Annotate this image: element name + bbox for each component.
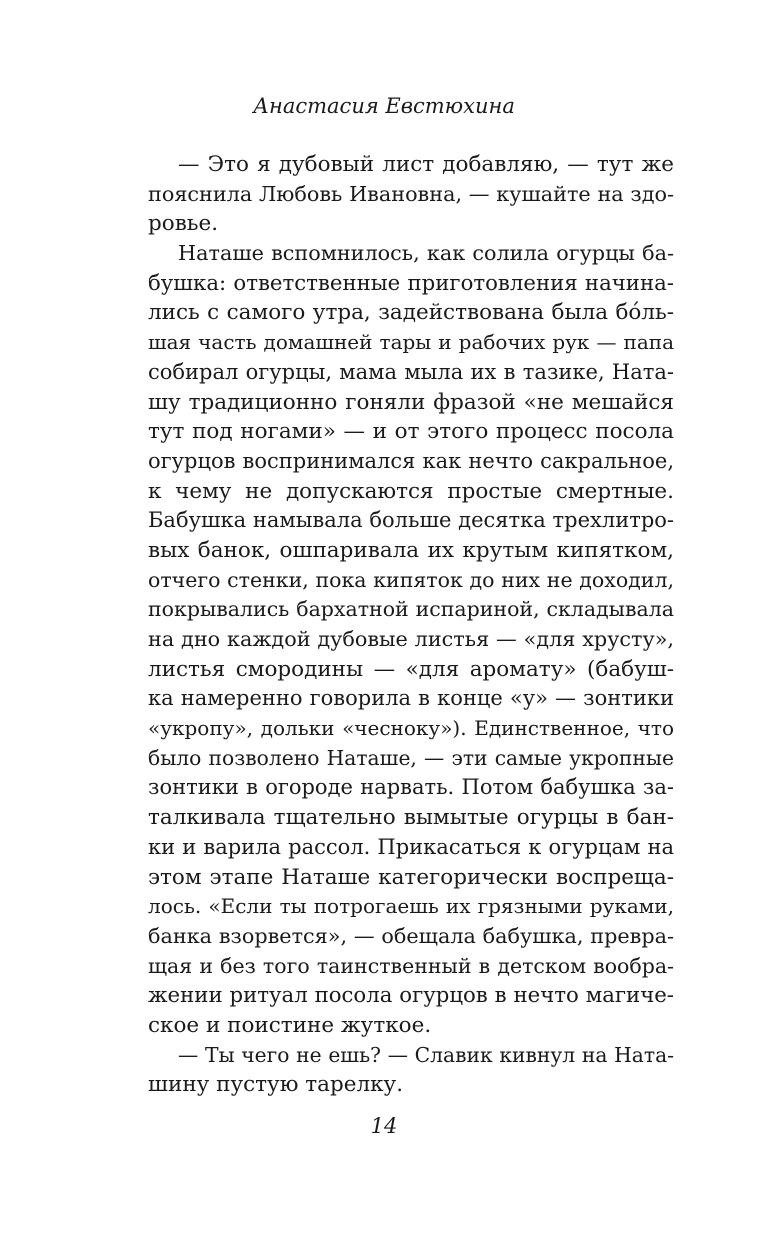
text-line: собирал огурцы, мама мыла их в тазике, Ната- (148, 359, 674, 384)
text-line: ровье. (148, 211, 219, 237)
text-line: шину пустую тарелку. (148, 1072, 404, 1098)
running-head-author: Анастасия Евстюхина (253, 94, 515, 118)
text-line: бушка: ответственные приготовления начина- (148, 270, 674, 296)
text-line: листья смородины — «для аромату» (бабуш- (148, 656, 674, 682)
text-line: шая часть домашней тары и рабочих рук — папа (148, 330, 674, 355)
text-line: огурцов воспринимался как нечто сакральное, (148, 448, 674, 473)
text-line: было позволено Наташе, — эти самые укропные (148, 745, 674, 770)
text-line: на дно каждой дубовые листья — «для хрусту», (148, 627, 674, 651)
text-line: талкивала тщательно вымытые огурцы в бан- (148, 805, 674, 831)
text-line: лись с самого утра, задействована была бо́ль- (148, 300, 674, 326)
page-number: 14 (370, 1114, 398, 1138)
text-line: этом этапе Наташе категорически воспреща- (148, 864, 674, 890)
body-text (148, 150, 674, 1100)
text-line: — Это я дубовый лист добавляю, — тут же (178, 152, 674, 177)
text-line: банка взорвется», — обещала бабушка, превра- (148, 923, 674, 948)
text-line: зонтики в огороде нарвать. Потом бабушка за- (148, 775, 674, 800)
text-line: ки и варила рассол. Прикасаться к огурцам на (148, 834, 674, 859)
text-line: Наташе вспомнилось, как солила огурцы ба- (178, 241, 674, 266)
text-line: — Ты чего не ешь? — Славик кивнул на Ната- (178, 1042, 674, 1067)
text-line: «укропу», дольки «чесноку»). Единственное, что (148, 716, 674, 741)
text-line: к чему не допускаются простые смертные. (148, 478, 674, 504)
text-line: ское и поистине жуткое. (148, 1012, 432, 1038)
text-line: лось. «Если ты потрогаешь их грязными руками, (148, 894, 674, 919)
text-line: покрывались бархатной испариной, складывала (148, 597, 674, 622)
text-line: шу традиционно гоняли фразой «не мешайся (148, 389, 674, 415)
text-line: жении ритуал посола огурцов в нечто магиче- (148, 983, 674, 1009)
text-line: отчего стенки, пока кипяток до них не доходил, (148, 567, 674, 592)
text-line: вых банок, ошпаривала их крутым кипятком, (148, 537, 674, 563)
text-line: Бабушка намывала больше десятка трехлитро- (148, 508, 674, 533)
text-line: щая и без того таинственный в детском вообра- (148, 953, 674, 978)
text-line: тут под ногами» — и от этого процесс посола (148, 419, 674, 445)
text-line: пояснила Любовь Ивановна, — кушайте на здо- (148, 181, 674, 206)
text-line: ка намеренно говорила в конце «у» — зонтики (148, 686, 674, 711)
